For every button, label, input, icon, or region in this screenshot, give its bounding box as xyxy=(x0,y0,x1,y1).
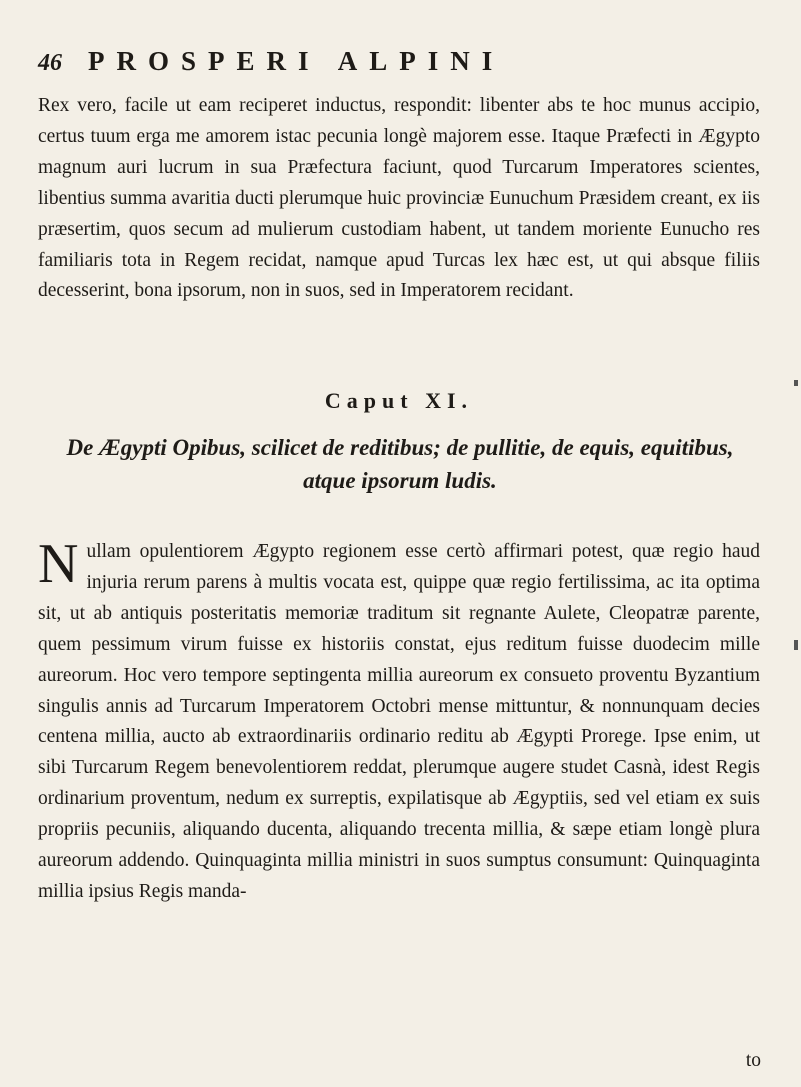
page-edge-mark xyxy=(794,380,798,386)
page-edge-mark xyxy=(794,640,798,650)
chapter-subtitle: De Ægypti Opibus, scilicet de reditibus; de pullitie, de equis, equitibus, atque ipsorum ludis. xyxy=(66,435,734,493)
chapter-heading: Caput XI. xyxy=(324,388,474,413)
page-header xyxy=(38,44,778,82)
running-head: PROSPERI ALPINI xyxy=(88,46,505,76)
drop-cap: N xyxy=(38,533,79,595)
paragraph-2 xyxy=(38,533,760,908)
paragraph-2-text: ullam opulentiorem Ægypto regionem esse certò affirmari potest, quæ regio haud injuria rerum parens à multis vocata est, quippe quæ regio fertilissima, ac ita optima sit, ut ab antiquis posteritatis memoriæ traditum sit regnante Aulete, Cleopatræ parente, quem pessimum virum fuisse ex historiis constat, ejus reditum fuisse duodecim mille aureorum. Hoc vero tempore septingenta millia aureorum ex consueto proventu Byzantium singulis annis ad Turcarum Imperatorem Octobri mense mittuntur, & nonnunquam decies centena millia, aucto ab extraordinariis ordinario reditu ab Ægypti Prorege. Ipse enim, ut sibi Turcarum Regem benevolentiorem reddat, plerumque augere studet Casnà, idest Regis ordinarium proventum, nedum ex surreptis, expilatisque ab Ægyptiis, sed vel etiam ex suis propriis pecuniis, aliquando ducenta, aliquando trecenta millia, & sæpe etiam longè plura aureorum addendo. Quinquaginta millia ministri in suos sumptus consumunt: Quinquaginta millia ipsius Regis manda- xyxy=(38,541,760,902)
paragraph-1: Rex vero, facile ut eam reciperet inductus, respondit: libenter abs te hoc munus accipio, certus tuum erga me amorem istac pecunia longè majorem esse. Itaque Præfecti in Ægypto magnum auri lucrum in sua Præfectura faciunt, quod Turcarum Imperatores scientes, libentius summa avaritia ducti plerumque huic provinciæ Eunuchum Præsidem creant, ex iis præsertim, quos secum ad mulierum custodiam habent, ut tandem moriente Eunucho res familiaris tota in Regem recidat, namque apud Turcas lex hæc est, ut qui absque filiis decesserint, bona ipsorum, non in suos, sed in Imperatorem recidant. xyxy=(38,95,760,302)
catchword: to xyxy=(745,1050,761,1071)
page-number: 46 xyxy=(38,50,62,76)
